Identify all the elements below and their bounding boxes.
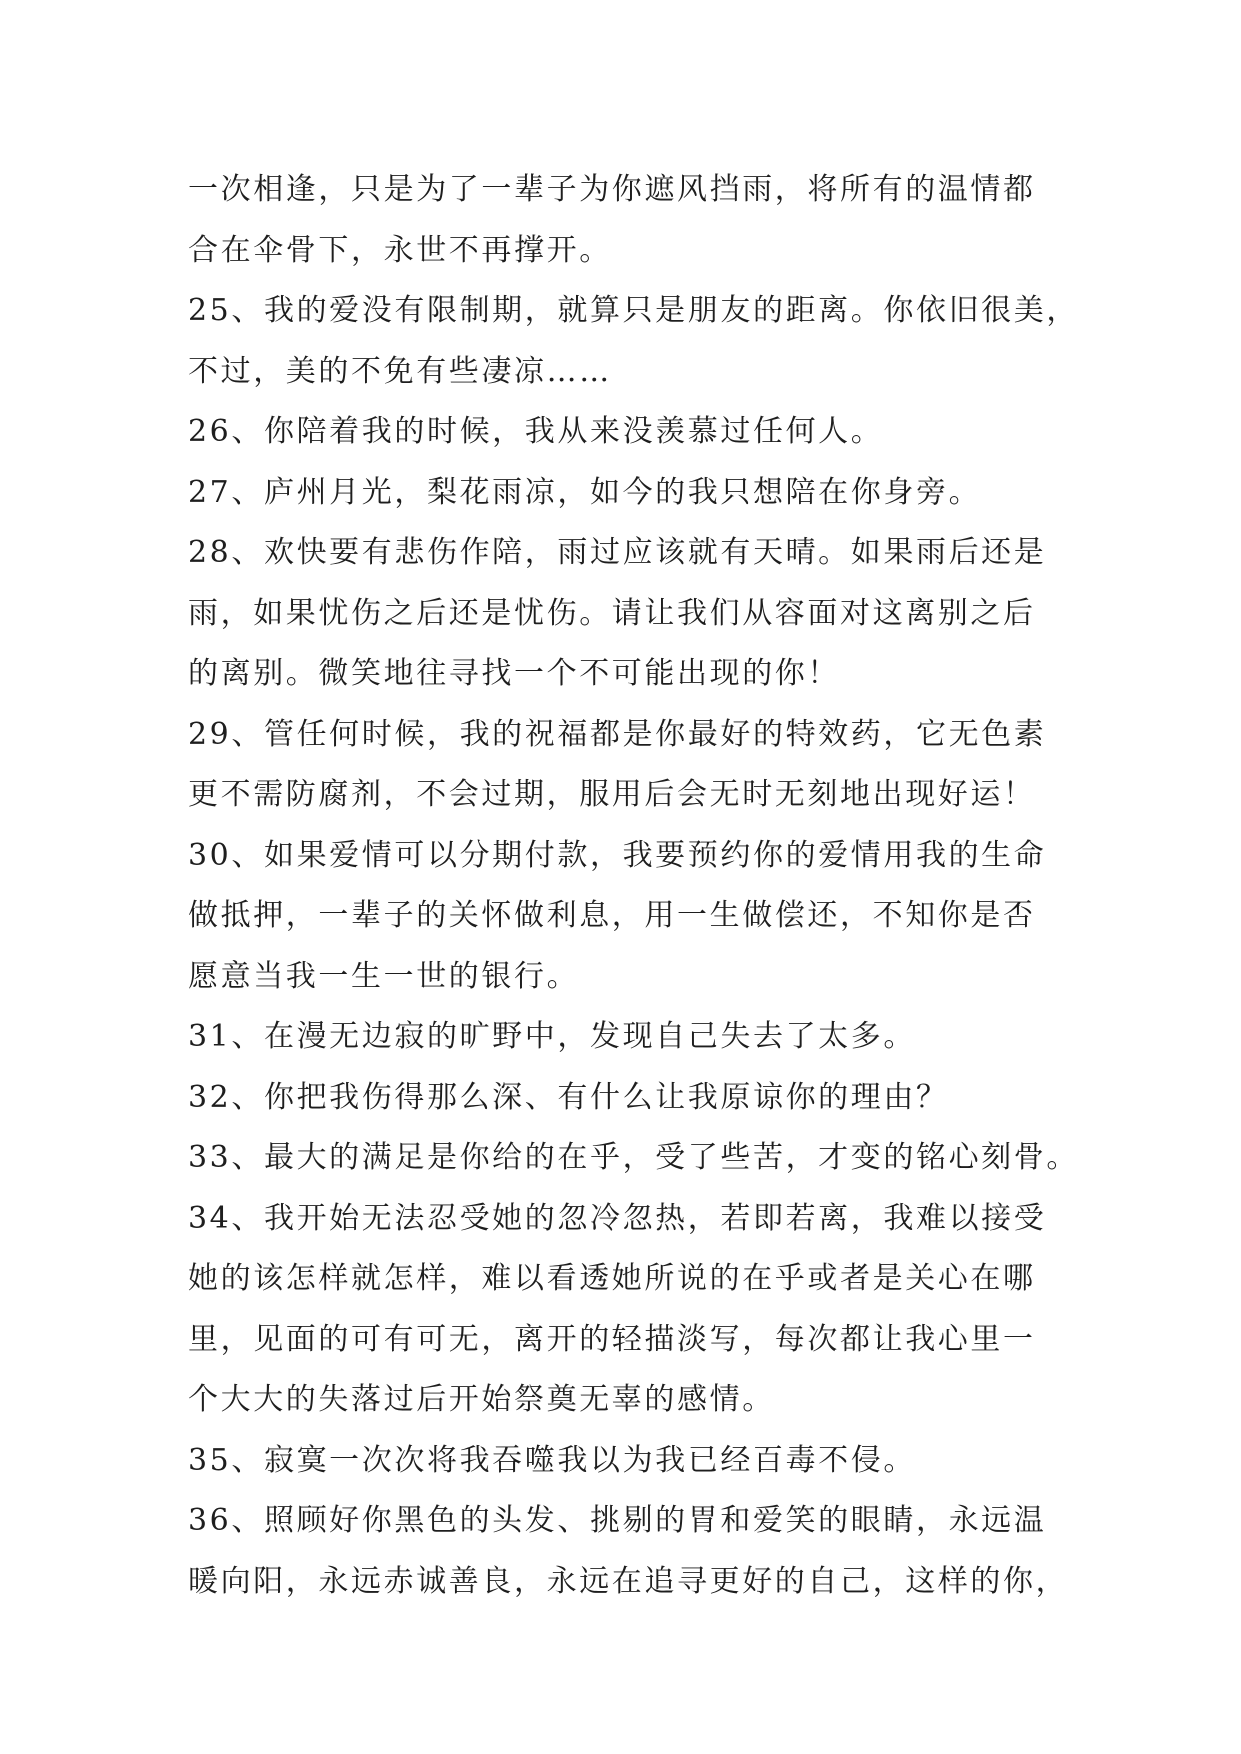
text-line: 合在伞骨下，永世不再撑开。 xyxy=(188,232,612,268)
text-line: 31、在漫无边寂的旷野中，发现自己失去了太多。 xyxy=(188,1019,916,1054)
document-body xyxy=(188,160,1079,1612)
text-line: 35、寂寞一次次将我吞噬我以为我已经百毒不侵。 xyxy=(188,1442,916,1478)
text-line: 32、你把我伤得那么深、有什么让我原谅你的理由？ xyxy=(188,1079,949,1115)
text-line: 不过，美的不免有些凄凉…… xyxy=(188,353,612,389)
text-line: 做抵押，一辈子的关怀做利息，用一生做偿还，不知你是否 xyxy=(188,898,1036,933)
text-line: 25、我的爱没有限制期，就算只是朋友的距离。你依旧很美， xyxy=(188,293,1079,328)
text-line: 一次相逢，只是为了一辈子为你遮风挡雨，将所有的温情都 xyxy=(188,172,1036,207)
text-line: 她的该怎样就怎样，难以看透她所说的在乎或者是关心在哪 xyxy=(188,1261,1036,1296)
text-line: 36、照顾好你黑色的头发、挑剔的胃和爱笑的眼睛，永远温 xyxy=(188,1503,1047,1538)
text-line: 暖向阳，永远赤诚善良，永远在追寻更好的自己，这样的你， xyxy=(188,1563,1069,1599)
text-line: 30、如果爱情可以分期付款，我要预约你的爱情用我的生命 xyxy=(188,837,1047,873)
text-line: 33、最大的满足是你给的在乎，受了些苦，才变的铭心刻骨。 xyxy=(188,1140,1079,1175)
text-line: 雨，如果忧伤之后还是忧伤。请让我们从容面对这离别之后 xyxy=(188,595,1036,631)
text-line: 更不需防腐剂，不会过期，服用后会无时无刻地出现好运！ xyxy=(188,777,1036,812)
text-line: 28、欢快要有悲伤作陪，雨过应该就有天晴。如果雨后还是 xyxy=(188,535,1047,570)
text-line: 34、我开始无法忍受她的忽冷忽热，若即若离，我难以接受 xyxy=(188,1200,1047,1236)
text-line: 愿意当我一生一世的银行。 xyxy=(188,958,580,994)
text-line: 个大大的失落过后开始祭奠无辜的感情。 xyxy=(188,1382,775,1417)
text-line: 27、庐州月光，梨花雨凉，如今的我只想陪在你身旁。 xyxy=(188,474,982,510)
text-line: 里，见面的可有可无，离开的轻描淡写，每次都让我心里一 xyxy=(188,1321,1036,1357)
text-line: 29、管任何时候，我的祝福都是你最好的特效药，它无色素 xyxy=(188,716,1047,752)
text-line: 26、你陪着我的时候，我从来没羡慕过任何人。 xyxy=(188,414,884,449)
text-line: 的离别。微笑地往寻找一个不可能出现的你！ xyxy=(188,656,840,691)
